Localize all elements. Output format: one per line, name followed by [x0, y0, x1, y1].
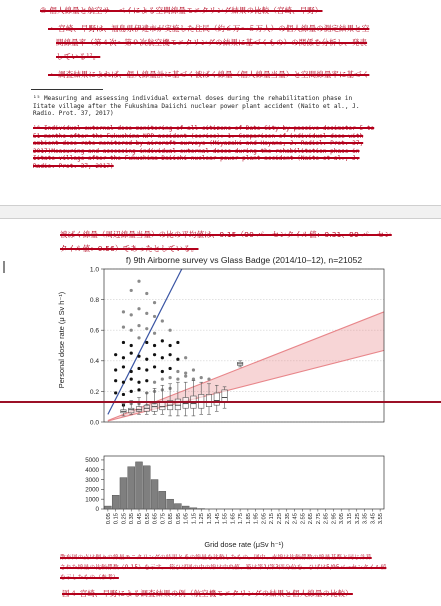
x-tick-label: 2.45	[292, 513, 299, 525]
x-tick-label: 3.55	[378, 513, 385, 525]
y-tick-label: 0.6	[89, 327, 99, 335]
footnote-15-line3: Radio. Prot. 37, 2017)	[33, 110, 114, 118]
histogram-bar	[182, 506, 189, 509]
section-heading: ② 個人線量と航空サーベイによる空間線量モニタリング結果の比較（宮崎、早野）	[40, 6, 323, 15]
box-plot	[129, 401, 134, 415]
box-body	[152, 404, 157, 412]
scatter-point	[137, 367, 140, 370]
scatter-point	[137, 355, 140, 358]
footnote-divider	[31, 89, 103, 90]
scatter-point	[153, 353, 156, 356]
scatter-point	[130, 344, 133, 347]
scatter-point	[130, 352, 133, 355]
scatter-point	[122, 341, 125, 344]
x-tick-label: 2.55	[300, 513, 307, 525]
scatter-point	[137, 280, 140, 283]
x-tick-label: 1.95	[253, 513, 260, 525]
x-tick-label: 0.85	[168, 513, 175, 525]
x-tick-label: 1.45	[214, 513, 221, 525]
scatter-point	[137, 324, 140, 327]
y-tick-label: 0.2	[89, 388, 99, 396]
y-tick-label: 0.8	[89, 297, 99, 304]
x-tick-label: 0.45	[137, 513, 143, 525]
scatter-point	[169, 367, 172, 370]
hist-y-tick-label: 3000	[85, 476, 99, 484]
x-tick-label: 3.45	[370, 513, 377, 525]
ratio-band	[108, 312, 384, 421]
histogram-bar	[128, 467, 135, 509]
scatter-point	[145, 312, 148, 315]
box-body	[160, 402, 165, 410]
scatter-point	[161, 319, 164, 322]
hist-y-tick-label: 1000	[85, 496, 99, 504]
footnote-16-line6: Radio. Prot. 37, 2017)	[33, 162, 114, 170]
scatter-point	[169, 329, 172, 332]
scatter-point	[122, 393, 125, 396]
scatter-point	[145, 292, 148, 295]
scatter-point	[161, 356, 164, 359]
caption-line3: を示したもの（参考）	[60, 575, 119, 581]
caption-line2: された線量の比較係数（0.15）を示す。 箱ひげ図の中の線は中央値、箱は第1/第3四分位を、ひげは5/95パーセンタイル値	[60, 565, 387, 571]
y-tick-label: 0.4	[89, 358, 99, 366]
histogram-bar	[151, 480, 158, 509]
footnote-16-line3: ambient dose rate monitored by aircraft surveys (Miyazaki and Hayano, J. Radiol. Prot. 37,	[33, 140, 364, 148]
chart-title: f) 9th Airborne survey vs Glass Badge (2014/10–12), n=21052	[125, 255, 363, 265]
scatter-point	[200, 376, 203, 379]
scatter-point	[153, 301, 156, 304]
scatter-point	[176, 341, 179, 344]
x-tick-label: 1.15	[191, 513, 198, 525]
scatter-point	[184, 356, 187, 359]
scatter-point	[130, 378, 133, 381]
caption-line1: 散布図の点は個々の線量モニタリングの結果とその線量を比較したもの。図中、赤線は比較係数の線量基準と同じ計算	[60, 555, 372, 561]
x-tick-label: 0.65	[152, 513, 159, 525]
x-tick-label: 1.85	[245, 513, 252, 525]
scatter-point	[122, 310, 125, 313]
histogram-bar	[120, 478, 127, 509]
scatter-point	[169, 344, 172, 347]
hist-y-tick-label: 0	[95, 506, 99, 514]
histogram	[85, 457, 204, 513]
footnote-16-line2: 51 months after the Fukushima NPP accident (series): 1. Comparison of individual dose with	[33, 132, 364, 140]
scatter-point	[145, 358, 148, 361]
x-tick-label: 3.25	[354, 513, 361, 525]
scatter-point	[137, 388, 140, 391]
scatter-point	[145, 327, 148, 330]
box-body	[214, 393, 219, 405]
x-tick-label: 1.25	[199, 513, 206, 525]
scatter-point	[207, 378, 210, 381]
x-tick-label: 1.05	[183, 513, 190, 525]
scatter-point	[153, 344, 156, 347]
identity-line-path	[108, 269, 182, 414]
histogram-bar	[104, 506, 111, 509]
box-body	[183, 398, 188, 409]
scatter-point	[176, 370, 179, 373]
scatter-point	[184, 375, 187, 378]
y-tick-label: 0.0	[89, 419, 99, 427]
bullet2-line1: ・ 調査結果によれば、個人線量計に基づく被ばく線量（個人線量当量）と空間線量率に基づく	[48, 70, 370, 79]
x-tick-label: 3.15	[347, 513, 353, 525]
x-tick-label: 1.55	[222, 513, 229, 525]
scatter-point	[122, 365, 125, 368]
scatter-point	[145, 379, 148, 382]
x-tick-label: 0.05	[105, 513, 112, 525]
scatter-point	[130, 329, 133, 332]
figure-title: 図４ 宮崎、早野による調査結果の例（航空機モニタリングの結果と個人線量の比較）	[62, 589, 353, 598]
ratio-band-upper	[108, 312, 384, 421]
scatter-point	[169, 353, 172, 356]
scatter-point	[114, 353, 117, 356]
x-tick-label: 2.75	[315, 513, 322, 525]
scatter-point	[192, 378, 195, 381]
x-tick-label: 2.65	[308, 513, 315, 525]
scatter-point	[153, 332, 156, 335]
x-tick-label: 2.35	[284, 513, 291, 525]
histogram-bar	[190, 508, 197, 509]
hist-y-tick-label: 4000	[85, 466, 99, 474]
scatter-point	[176, 378, 179, 381]
scatter-point	[122, 326, 125, 329]
x-tick-label: 2.15	[269, 513, 276, 525]
histogram-bar	[112, 495, 119, 509]
scatter-point	[153, 381, 156, 384]
box-plot	[237, 361, 242, 367]
scatter-point	[114, 379, 117, 382]
x-tick-label: 1.75	[238, 513, 245, 525]
box-plot	[222, 387, 227, 408]
x-tick-label: 0.75	[160, 513, 167, 525]
histogram-bar	[167, 499, 174, 509]
box-plot	[144, 393, 149, 414]
x-axis-label: Grid dose rate (μSv h⁻¹)	[204, 540, 284, 549]
bullet1-line2: 間線量率（第４次～第９次航空機モニタリングの結果に基づくもの）の関係を分析し、発表	[56, 38, 368, 47]
hist-y-tick-label: 5000	[85, 457, 99, 465]
x-tick-label: 3.35	[362, 513, 369, 525]
histogram-bar	[174, 504, 181, 509]
y-tick-label: 1.0	[89, 266, 99, 274]
scatter-point	[122, 356, 125, 359]
scatter-point	[137, 307, 140, 310]
hist-y-tick-label: 2000	[85, 486, 99, 494]
scatter-point	[130, 289, 133, 292]
scatter-point	[130, 313, 133, 316]
x-tick-label: 1.35	[207, 513, 213, 525]
scatter-point	[192, 368, 195, 371]
scatter-point	[161, 339, 164, 342]
x-tick-label: 2.05	[261, 513, 268, 525]
x-tick-label: 1.65	[230, 513, 237, 525]
x-tick-label: 0.15	[113, 513, 120, 525]
footnote-15-line2: Iitate village after the Fukushima Daiichi nuclear power plant accident (Naito et al., J.	[33, 102, 360, 110]
intro-line2: タイル値：0.56）であったとしている。	[60, 244, 199, 253]
footnote-16-line1: ¹⁶ Individual external dose monitoring of all citizens of Date City by passive dosimeter 5 to	[33, 125, 375, 132]
intro-line1: 被ばく線量（周辺線量当量）の比の平均値は、0.15（90 パーセンタイル値：0.31、99 パーセン	[60, 230, 392, 239]
scatter-point	[176, 358, 179, 361]
scatter-point	[161, 370, 164, 373]
footnote-15	[33, 95, 428, 118]
footnote-16-line5: Iitate village after the Fukushima Daiichi nuclear power plant accident (Naito et al., J.	[33, 155, 360, 163]
identity-line	[108, 269, 182, 414]
scatter-point	[122, 381, 125, 384]
box-body	[136, 407, 141, 412]
x-tick-label: 0.25	[121, 513, 128, 525]
footnote-16	[33, 125, 428, 171]
box-body	[129, 408, 134, 413]
footnote-15-line1: ¹⁵ Measuring and assessing individual external doses during the rehabilitation phase in	[33, 95, 353, 102]
box-plot	[183, 382, 188, 416]
bullet1-line1: ・ 宮崎、早野は、福島県伊達市が実施した住民（約６万～５万人）の個人線量の測定結果と空	[48, 24, 370, 33]
x-tick-label: 0.35	[129, 513, 136, 525]
scatter-point	[137, 381, 140, 384]
scatter-point	[114, 368, 117, 371]
x-tick-label: 2.85	[323, 513, 330, 525]
page-break	[0, 205, 441, 219]
scatter-point	[184, 371, 187, 374]
x-tick-label: 0.55	[144, 513, 151, 525]
scatter-point	[130, 370, 133, 373]
footnote-16-line4: 2017)Measuring and assessing individual external doses during the rehabilitation phase in	[33, 147, 360, 155]
scatter-point	[153, 315, 156, 318]
scatter-point	[153, 365, 156, 368]
scatter-point	[169, 376, 172, 379]
scatter-point	[137, 336, 140, 339]
scatter-point	[145, 341, 148, 344]
scatter-point	[114, 391, 117, 394]
x-tick-label: 2.25	[277, 513, 283, 525]
histogram-bar	[136, 462, 143, 509]
red-rule	[0, 401, 441, 403]
box-plot	[175, 382, 180, 416]
x-tick-label: 2.95	[331, 513, 338, 525]
bullet1-line3: している¹⁷。	[56, 52, 101, 61]
scatter-point	[130, 390, 133, 393]
x-tick-label: 3.05	[339, 513, 346, 525]
y-axis-label: Personal dose rate (μ Sv h⁻¹)	[57, 291, 66, 389]
scatter-point	[145, 368, 148, 371]
x-tick-label: 0.95	[175, 513, 182, 525]
x-axis-ticks	[106, 509, 384, 524]
scatter-point	[161, 378, 164, 381]
histogram-bar	[159, 491, 166, 509]
histogram-bar	[143, 466, 150, 509]
